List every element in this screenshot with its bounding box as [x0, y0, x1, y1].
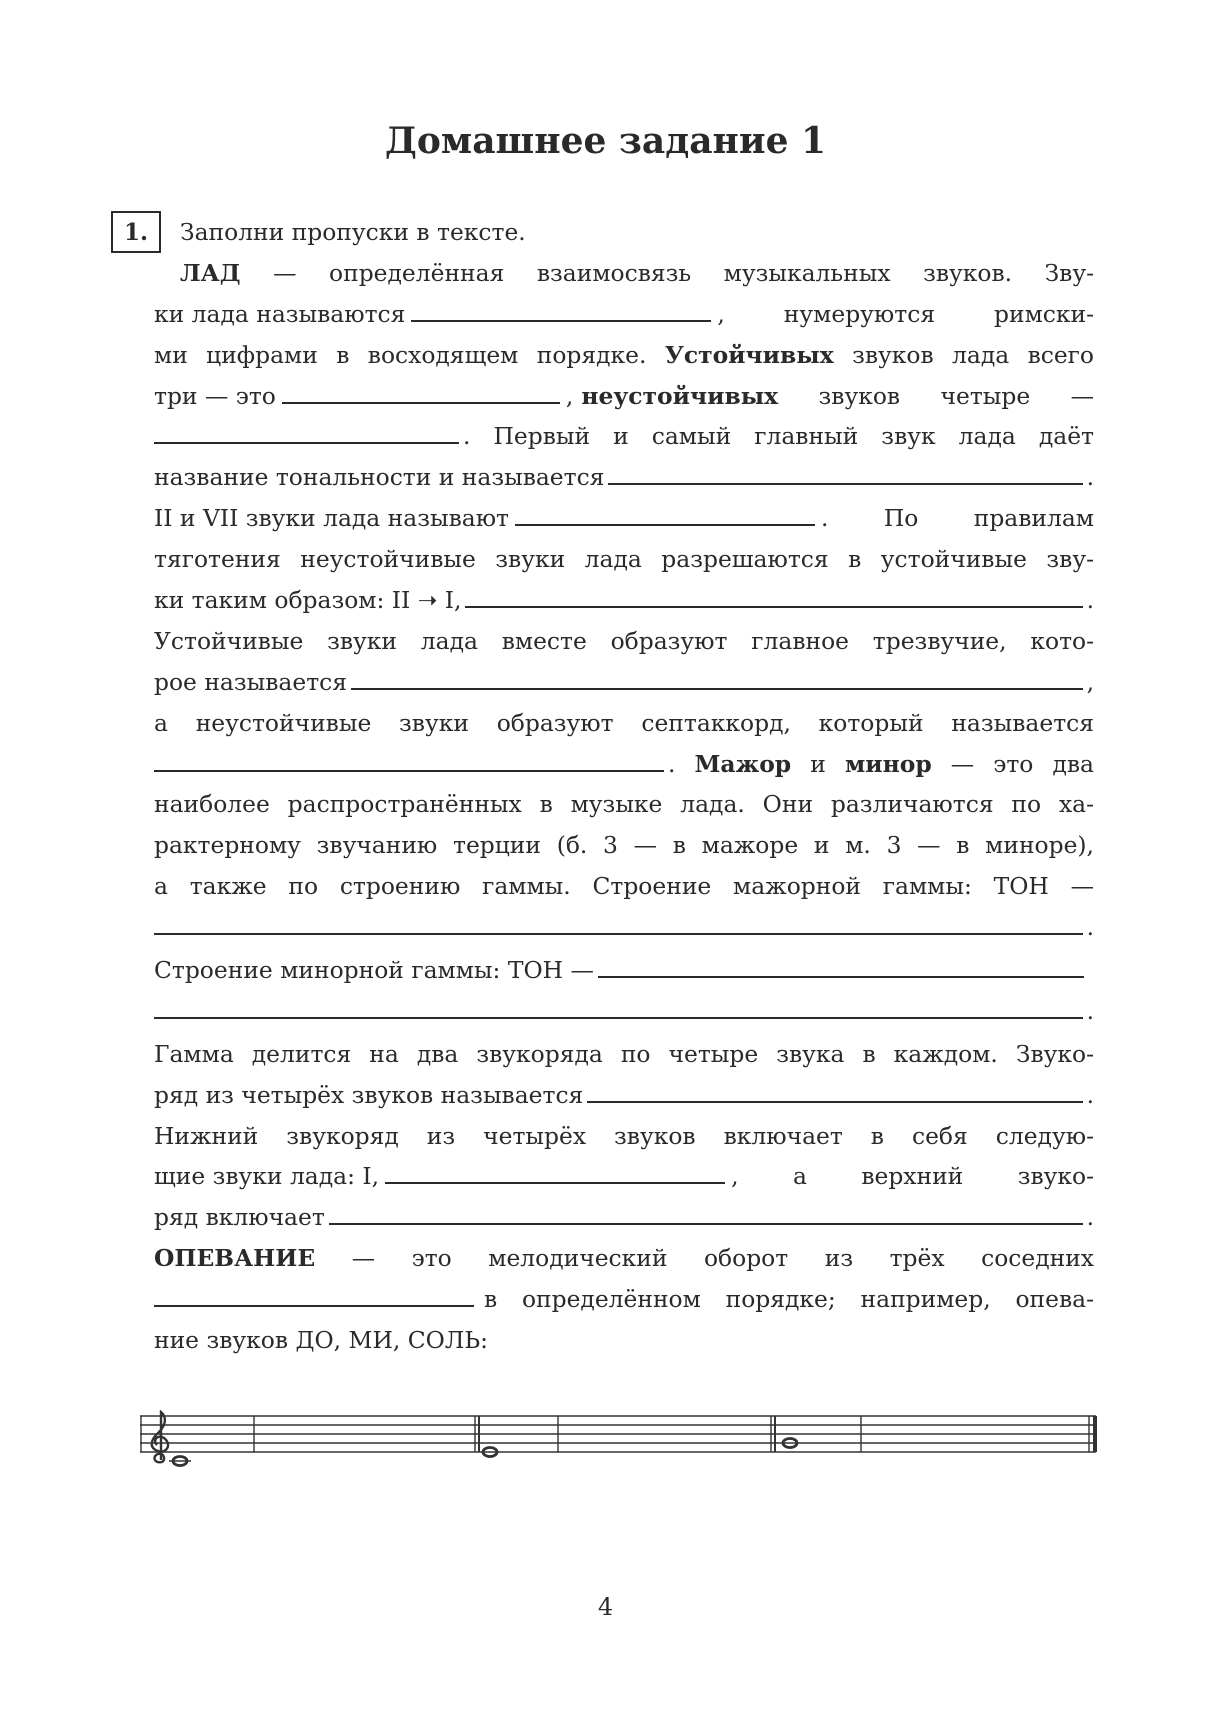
answer-blank[interactable]: [154, 994, 1083, 1019]
answer-blank[interactable]: [465, 583, 1082, 608]
paragraph-line: в определённом порядке; например, опева-: [154, 1279, 1094, 1320]
paragraph-line: ние звуков ДО, МИ, СОЛЬ:: [154, 1326, 488, 1355]
instruction: Заполни пропуски в тексте.: [180, 218, 526, 246]
answer-blank[interactable]: [154, 747, 664, 772]
paragraph-line: Строение минорной гаммы: ТОН —: [154, 950, 1094, 991]
paragraph-line: три — это , неустойчивых звуков четыре —: [154, 376, 1094, 417]
paragraph-line: тяготения неустойчивые звуки лада разрешаются в устойчивые зву-: [154, 545, 1094, 574]
paragraph-line: название тональности и называется .: [154, 457, 1094, 498]
answer-blank[interactable]: [411, 297, 711, 322]
answer-blank[interactable]: [154, 1282, 474, 1307]
paragraph-line: II и VII звуки лада называют . По правилам: [154, 498, 1094, 539]
paragraph-line: ряд включает .: [154, 1197, 1094, 1238]
paragraph-line: .: [154, 907, 1094, 948]
music-staff: [140, 1410, 1100, 1470]
paragraph-line: Гамма делится на два звукоряда по четыре звука в каждом. Звуко-: [154, 1039, 1094, 1068]
paragraph-line: ОПЕВАНИЕ — это мелодический оборот из трёх соседних: [154, 1244, 1094, 1273]
page-title: Домашнее задание 1: [384, 120, 827, 162]
answer-blank[interactable]: [385, 1159, 725, 1184]
answer-blank[interactable]: [154, 910, 1083, 935]
answer-blank[interactable]: [329, 1200, 1083, 1225]
paragraph-line: рое называется ,: [154, 662, 1094, 703]
paragraph-line: . Мажор и минор — это два: [154, 744, 1094, 785]
answer-blank[interactable]: [608, 460, 1082, 485]
paragraph-line: ки лада называются , нумеруются римски-: [154, 294, 1094, 335]
paragraph-line: Устойчивые звуки лада вместе образуют главное трезвучие, кото-: [154, 626, 1094, 655]
paragraph-line: наиболее распространённых в музыке лада. Они различаются по ха-: [154, 790, 1094, 819]
answer-blank[interactable]: [154, 419, 459, 444]
paragraph-line: а также по строению гаммы. Строение мажорной гаммы: ТОН —: [154, 872, 1094, 901]
answer-blank[interactable]: [282, 379, 560, 404]
paragraph-line: .: [154, 991, 1094, 1032]
answer-blank[interactable]: [515, 501, 815, 526]
paragraph-line: ЛАД — определённая взаимосвязь музыкальных звуков. Зву-: [180, 258, 1095, 287]
paragraph-line: а неустойчивые звуки образуют септаккорд, который называется: [154, 708, 1094, 737]
term-opevanie: ОПЕВАНИЕ: [154, 1244, 316, 1273]
task-number-box: 1.: [111, 211, 161, 253]
page-number: 4: [597, 1593, 614, 1621]
paragraph-line: Нижний звукоряд из четырёх звуков включает в себя следую-: [154, 1121, 1094, 1150]
answer-blank[interactable]: [587, 1078, 1082, 1103]
paragraph-line: ряд из четырёх звуков называется .: [154, 1075, 1094, 1116]
answer-blank[interactable]: [351, 665, 1083, 690]
paragraph-line: ки таким образом: II ➝ I, .: [154, 580, 1094, 621]
term-lad: ЛАД: [180, 258, 241, 287]
paragraph-line: ми цифрами в восходящем порядке. Устойчивых звуков лада всего: [154, 340, 1095, 369]
treble-clef-icon: [152, 1412, 168, 1462]
paragraph-line: . Первый и самый главный звук лада даёт: [154, 416, 1094, 457]
task-text: [154, 212, 1094, 1361]
answer-blank[interactable]: [598, 953, 1084, 978]
paragraph-line: рактерному звучанию терции (б. 3 — в мажоре и м. 3 — в миноре),: [154, 831, 1094, 860]
paragraph-line: щие звуки лада: I, , а верхний звуко-: [154, 1156, 1094, 1197]
